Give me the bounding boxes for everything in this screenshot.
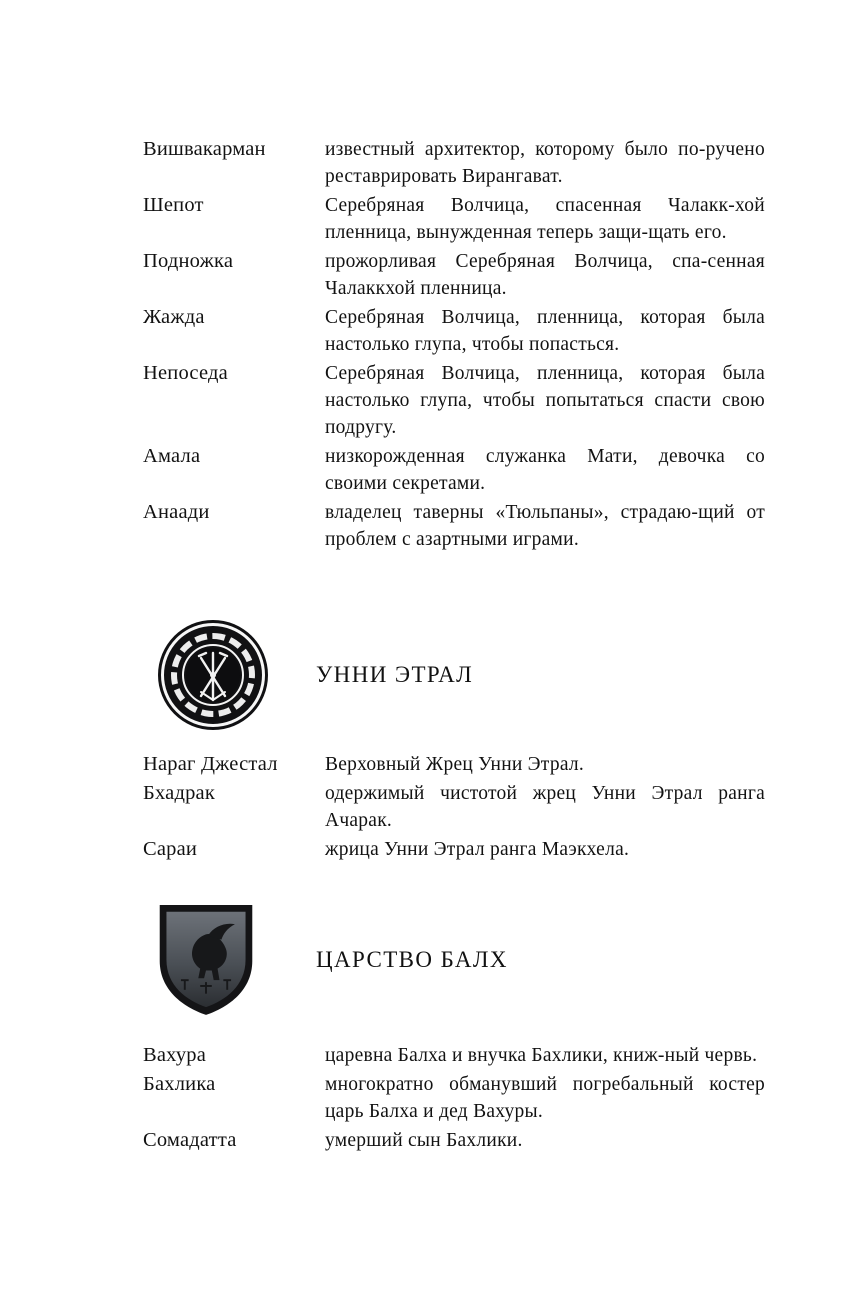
glossary-description: прожорливая Серебряная Волчица, спа-сенная Чалаккхой пленница. xyxy=(325,251,765,299)
glossary-term: Анаади xyxy=(143,501,210,523)
glossary-entry xyxy=(143,360,765,441)
glossary-term: Сараи xyxy=(143,838,198,860)
glossary-list-balkh xyxy=(143,1042,765,1156)
glossary-entry xyxy=(143,1071,765,1125)
shield-icon xyxy=(152,897,260,1019)
glossary-description: низкорожденная служанка Мати, девочка со своими секретами. xyxy=(325,446,765,494)
section-title: УННИ ЭТРАЛ xyxy=(316,662,474,687)
glossary-entry xyxy=(143,136,765,190)
glossary-list-top xyxy=(143,136,765,555)
crossed-blades-icon xyxy=(158,620,268,730)
glossary-entry xyxy=(143,1042,765,1069)
glossary-description: Серебряная Волчица, спасенная Чалакк-хой пленница, вынужденная теперь защи-щать его. xyxy=(325,195,765,243)
glossary-description: умерший сын Бахлики. xyxy=(325,1130,523,1151)
glossary-term: Вишвакарман xyxy=(143,138,266,160)
glossary-list-unni-etral xyxy=(143,751,765,865)
glossary-description: Серебряная Волчица, пленница, которая была настолько глупа, чтобы попытаться спасти свою подругу. xyxy=(325,363,765,438)
section-header-balkh xyxy=(152,897,508,1023)
glossary-description: известный архитектор, которому было по-ручено реставрировать Вирангават. xyxy=(325,139,765,187)
glossary-entry xyxy=(143,836,765,863)
glossary-entry xyxy=(143,499,765,553)
glossary-term: Амала xyxy=(143,445,201,467)
glossary-term: Вахура xyxy=(143,1044,207,1066)
glossary-entry xyxy=(143,1127,765,1154)
glossary-term: Нараг Джестал xyxy=(143,753,278,775)
glossary-term: Бахлика xyxy=(143,1073,216,1095)
glossary-entry xyxy=(143,443,765,497)
glossary-term: Шепот xyxy=(143,194,204,216)
circular-medallion-emblem xyxy=(158,620,268,730)
glossary-description: Серебряная Волчица, пленница, которая была настолько глупа, чтобы попасться. xyxy=(325,307,765,355)
section-title: ЦАРСТВО БАЛХ xyxy=(316,947,508,972)
glossary-description: владелец таверны «Тюльпаны», страдаю-щий от проблем с азартными играми. xyxy=(325,502,765,550)
glossary-entry xyxy=(143,192,765,246)
glossary-description: одержимый чистотой жрец Унни Этрал ранга Ачарак. xyxy=(325,783,765,831)
glossary-description: жрица Унни Этрал ранга Маэкхела. xyxy=(325,839,630,860)
glossary-description: царевна Балха и внучка Бахлики, книж-ный червь. xyxy=(325,1045,758,1066)
glossary-term: Непоседа xyxy=(143,362,228,384)
glossary-entry xyxy=(143,248,765,302)
glossary-entry xyxy=(143,751,765,778)
glossary-term: Бхадрак xyxy=(143,782,215,804)
section-header-unni-etral xyxy=(158,620,473,730)
glossary-entry xyxy=(143,304,765,358)
glossary-description: Верховный Жрец Унни Этрал. xyxy=(325,754,585,775)
glossary-term: Жажда xyxy=(143,306,205,328)
glossary-term: Подножка xyxy=(143,250,234,272)
glossary-description: многократно обманувший погребальный костер царь Балха и дед Вахуры. xyxy=(325,1074,765,1122)
winged-lion-shield-emblem xyxy=(152,897,264,1023)
glossary-entry xyxy=(143,780,765,834)
glossary-term: Сомадатта xyxy=(143,1129,237,1151)
